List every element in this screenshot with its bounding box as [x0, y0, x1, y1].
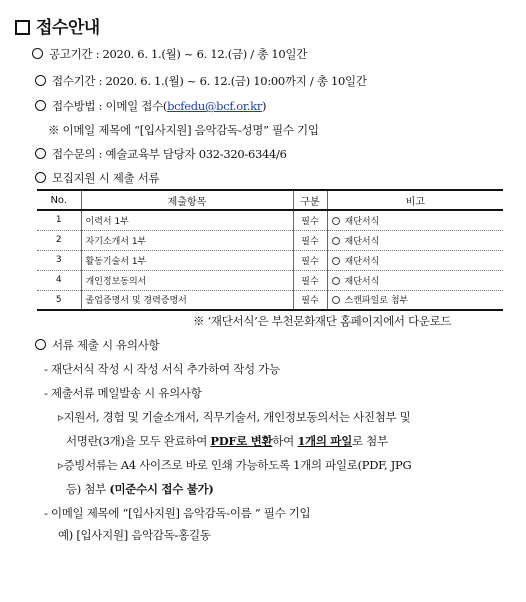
cell-note	[327, 250, 503, 270]
page-title-text: 접수안내	[36, 18, 100, 38]
note-example: 예) [입사지원] 음악감독-홍길동	[58, 528, 211, 542]
table-row	[37, 250, 503, 270]
cell-item: 자기소개서 1부	[81, 230, 293, 250]
circle-bullet-icon	[35, 75, 46, 86]
receipt-period	[35, 73, 367, 89]
circle-bullet-icon	[332, 257, 340, 265]
note-text: 등) 첨부	[66, 482, 110, 496]
one-file-emphasis: 1개의 파일	[297, 434, 353, 448]
notes-heading-text: 서류 제출 시 유의사항	[52, 338, 160, 352]
cell-note	[327, 290, 503, 310]
cell-type: 필수	[293, 210, 327, 230]
table-row	[37, 270, 503, 290]
note-subitem: ▹증빙서류는 A4 사이즈로 바로 인쇄 가능하도록 1개의 파일로(PDF, JPG	[58, 458, 412, 472]
warning-emphasis: (미준수시 접수 불가)	[109, 482, 214, 496]
cell-note-text: 재단서식	[344, 236, 380, 247]
note-item: - 재단서식 작성 시 작성 서식 추가하여 작성 가능	[44, 362, 280, 376]
notes-heading	[35, 337, 159, 353]
circle-bullet-icon	[332, 237, 340, 245]
cell-no: 5	[37, 290, 81, 310]
receipt-method	[35, 98, 266, 114]
circle-bullet-icon	[332, 277, 340, 285]
note-subitem-continued	[66, 481, 214, 497]
circle-bullet-icon	[332, 296, 340, 304]
cell-note	[327, 270, 503, 290]
cell-item: 이력서 1부	[81, 210, 293, 230]
circle-bullet-icon	[35, 339, 46, 350]
circle-bullet-icon	[35, 100, 46, 111]
cell-type: 필수	[293, 230, 327, 250]
table-row	[37, 230, 503, 250]
table-footnote: ※ ‘재단서식’은 부천문화재단 홈페이지에서 다운로드	[193, 314, 452, 328]
pdf-emphasis: PDF로 변환	[210, 434, 273, 448]
email-link[interactable]: bcfedu@bcf.or.kr	[167, 99, 263, 113]
receipt-inquiry	[35, 146, 287, 162]
posting-period-text: 공고기간 : 2020. 6. 1.(월) ~ 6. 12.(금) / 총 10일간	[49, 47, 308, 61]
note-text: 하여	[272, 434, 298, 448]
table-row	[37, 290, 503, 310]
checkbox-square-icon	[15, 20, 30, 35]
cell-no: 1	[37, 210, 81, 230]
cell-note	[327, 210, 503, 230]
cell-item: 활동기술서 1부	[81, 250, 293, 270]
note-subitem-continued	[66, 433, 388, 449]
header-no: No.	[37, 190, 81, 210]
cell-note-text: 재단서식	[344, 216, 380, 227]
receipt-inquiry-text: 접수문의 : 예술교육부 담당자 032-320-6344/6	[52, 147, 287, 161]
header-type: 구분	[293, 190, 327, 210]
circle-bullet-icon	[35, 148, 46, 159]
circle-bullet-icon	[35, 172, 46, 183]
cell-no: 3	[37, 250, 81, 270]
table-row	[37, 210, 503, 230]
header-note: 비고	[327, 190, 503, 210]
table-header-row	[37, 190, 503, 210]
documents-table	[37, 189, 503, 311]
posting-period	[32, 46, 307, 62]
cell-no: 2	[37, 230, 81, 250]
cell-item: 졸업증명서 및 경력증명서	[81, 290, 293, 310]
note-text: 서명란(3개)을 모두 완료하여	[66, 434, 211, 448]
documents-heading	[35, 170, 159, 186]
note-item: - 이메일 제목에 “[입사지원] 음악감독-이름 ” 필수 기입	[44, 506, 311, 520]
note-subitem: ▹지원서, 경험 및 기술소개서, 직무기술서, 개인정보동의서는 사진첨부 및	[58, 410, 411, 424]
header-item: 제출항목	[81, 190, 293, 210]
cell-note	[327, 230, 503, 250]
cell-type: 필수	[293, 250, 327, 270]
cell-type: 필수	[293, 270, 327, 290]
receipt-method-prefix: 접수방법 : 이메일 접수(	[52, 99, 168, 113]
cell-no: 4	[37, 270, 81, 290]
cell-item: 개인정보동의서	[81, 270, 293, 290]
circle-bullet-icon	[332, 217, 340, 225]
note-text: 로 첨부	[352, 434, 388, 448]
cell-note-text: 재단서식	[344, 256, 380, 267]
cell-type: 필수	[293, 290, 327, 310]
note-item: - 제출서류 메일발송 시 유의사항	[44, 386, 202, 400]
receipt-period-text: 접수기간 : 2020. 6. 1.(월) ~ 6. 12.(금) 10:00까지 / 총 10일간	[52, 74, 367, 88]
method-note: ※ 이메일 제목에 “[입사지원] 음악감독-성명” 필수 기입	[48, 123, 319, 137]
documents-heading-text: 모집지원 시 제출 서류	[52, 171, 160, 185]
cell-note-text: 재단서식	[344, 276, 380, 287]
page-title	[15, 13, 100, 38]
receipt-method-suffix: )	[262, 99, 267, 113]
cell-note-text: 스캔파일로 첨부	[344, 296, 409, 307]
circle-bullet-icon	[32, 48, 43, 59]
